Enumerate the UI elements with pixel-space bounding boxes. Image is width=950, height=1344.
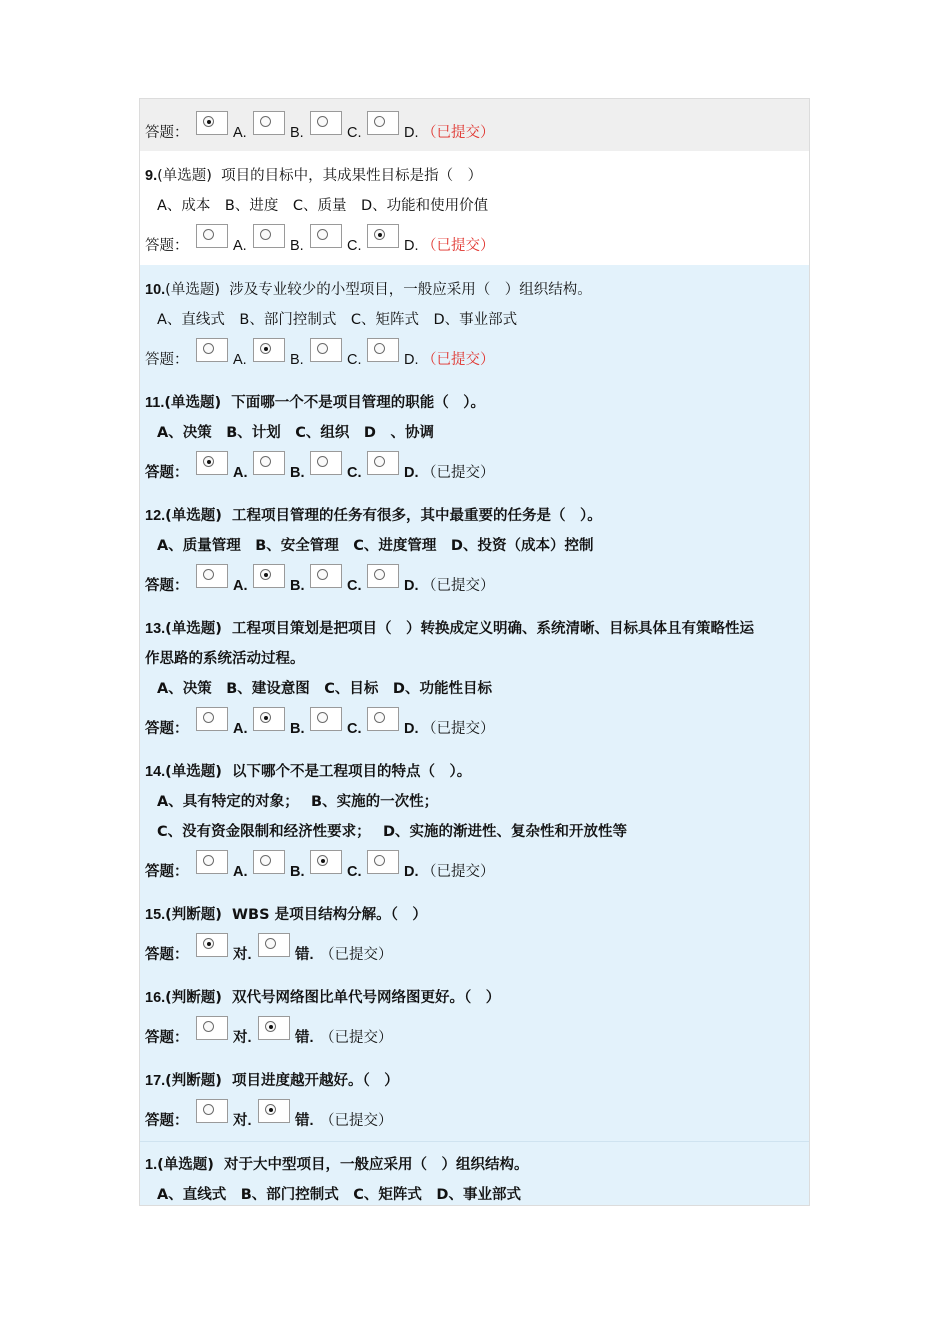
submitted-status: （已提交） — [422, 864, 495, 880]
option-label: A. — [233, 864, 248, 880]
radio-b[interactable] — [253, 338, 285, 362]
option-label: C. — [347, 238, 362, 254]
option-label: A. — [233, 125, 247, 141]
radio-d[interactable] — [367, 850, 399, 874]
submitted-status: （已提交） — [422, 352, 495, 368]
radio-true[interactable] — [196, 1099, 228, 1123]
answer-label: 答题： — [145, 465, 189, 481]
radio-c[interactable] — [310, 451, 342, 475]
radio-c[interactable] — [310, 707, 342, 731]
question-options: A、决策 B、计划 C、组织 D 、协调 — [157, 425, 434, 441]
radio-c[interactable] — [310, 338, 342, 362]
option-label: B. — [290, 864, 305, 880]
question-options: A、决策 B、建设意图 C、目标 D、功能性目标 — [157, 681, 492, 697]
radio-a[interactable] — [196, 850, 228, 874]
option-label: C. — [347, 864, 362, 880]
option-label: 错. — [295, 1030, 314, 1046]
radio-false[interactable] — [258, 1099, 290, 1123]
radio-b[interactable] — [253, 850, 285, 874]
option-label: C. — [347, 465, 362, 481]
question-title: 9.(单选题) 项目的目标中，其成果性目标是指（ ） — [145, 168, 483, 184]
question-title: 1.(单选题) 对于大中型项目，一般应采用（ ）组织结构。 — [145, 1157, 529, 1173]
question-1 — [140, 1142, 809, 1206]
question-9 — [140, 151, 809, 265]
option-label: A. — [233, 238, 247, 254]
radio-c[interactable] — [310, 564, 342, 588]
radio-false[interactable] — [258, 1016, 290, 1040]
radio-b[interactable] — [253, 111, 285, 135]
question-15 — [140, 890, 809, 973]
radio-c[interactable] — [310, 850, 342, 874]
radio-d[interactable] — [367, 564, 399, 588]
option-label: B. — [290, 125, 304, 141]
radio-d[interactable] — [367, 224, 399, 248]
option-label: D. — [404, 238, 419, 254]
radio-a[interactable] — [196, 338, 228, 362]
answer-label: 答题： — [145, 721, 189, 737]
question-options: A、具有特定的对象； B、实施的一次性； — [157, 794, 439, 810]
option-label: B. — [290, 721, 305, 737]
question-title: 10.(单选题) 涉及专业较少的小型项目，一般应采用（ ）组织结构。 — [145, 282, 592, 298]
option-label: D. — [404, 125, 419, 141]
quiz-panel — [139, 98, 810, 1206]
radio-d[interactable] — [367, 451, 399, 475]
option-label: B. — [290, 352, 304, 368]
submitted-status: （已提交） — [422, 465, 495, 481]
radio-a[interactable] — [196, 707, 228, 731]
option-label: D. — [404, 864, 419, 880]
radio-true[interactable] — [196, 933, 228, 957]
option-label: 对. — [233, 1113, 252, 1129]
question-options: A、质量管理 B、安全管理 C、进度管理 D、投资（成本）控制 — [157, 538, 594, 554]
option-label: A. — [233, 465, 248, 481]
radio-a[interactable] — [196, 564, 228, 588]
option-label: A. — [233, 352, 247, 368]
submitted-status: （已提交） — [320, 1113, 393, 1129]
question-title: 12.(单选题) 工程项目管理的任务有很多，其中最重要的任务是（ ）。 — [145, 508, 602, 524]
option-label: 对. — [233, 947, 252, 963]
question-title: 13.(单选题) 工程项目策划是把项目（ ）转换成定义明确、系统清晰、目标具体且有策略性运 — [145, 621, 755, 637]
answer-label: 答题： — [145, 125, 189, 141]
question-10 — [140, 265, 809, 378]
submitted-status: （已提交） — [422, 238, 495, 254]
radio-true[interactable] — [196, 1016, 228, 1040]
option-label: D. — [404, 465, 419, 481]
radio-b[interactable] — [253, 451, 285, 475]
option-label: A. — [233, 721, 248, 737]
option-label: 错. — [295, 947, 314, 963]
option-label: D. — [404, 721, 419, 737]
question-title: 11.(单选题) 下面哪一个不是项目管理的职能（ ）。 — [145, 395, 485, 411]
submitted-status: （已提交） — [422, 721, 495, 737]
radio-d[interactable] — [367, 707, 399, 731]
question-title: 15.(判断题) WBS 是项目结构分解。（ ） — [145, 907, 427, 923]
answer-row-previous — [140, 99, 809, 151]
option-label: A. — [233, 578, 248, 594]
submitted-status: （已提交） — [320, 1030, 393, 1046]
answer-label: 答题： — [145, 578, 189, 594]
radio-d[interactable] — [367, 338, 399, 362]
question-options: A、直线式 B、部门控制式 C、矩阵式 D、事业部式 — [157, 1187, 521, 1203]
question-title: 16.(判断题) 双代号网络图比单代号网络图更好。（ ） — [145, 990, 501, 1006]
option-label: D. — [404, 352, 419, 368]
option-label: C. — [347, 352, 362, 368]
answer-label: 答题： — [145, 1113, 189, 1129]
answer-label: 答题： — [145, 864, 189, 880]
answer-label: 答题： — [145, 1030, 189, 1046]
option-label: 对. — [233, 1030, 252, 1046]
radio-b[interactable] — [253, 564, 285, 588]
radio-c[interactable] — [310, 111, 342, 135]
option-label: C. — [347, 721, 362, 737]
option-label: 错. — [295, 1113, 314, 1129]
radio-a[interactable] — [196, 111, 228, 135]
answer-label: 答题： — [145, 352, 189, 368]
question-16 — [140, 973, 809, 1056]
question-title: 14.(单选题) 以下哪个不是工程项目的特点（ ）。 — [145, 764, 472, 780]
radio-d[interactable] — [367, 111, 399, 135]
submitted-status: （已提交） — [422, 125, 495, 141]
radio-b[interactable] — [253, 707, 285, 731]
question-12 — [140, 491, 809, 604]
option-label: C. — [347, 578, 362, 594]
question-11 — [140, 378, 809, 491]
question-options: A、直线式 B、部门控制式 C、矩阵式 D、事业部式 — [157, 312, 518, 328]
radio-c[interactable] — [310, 224, 342, 248]
question-title-continued: 作思路的系统活动过程。 — [145, 651, 305, 667]
question-17 — [140, 1056, 809, 1141]
question-13 — [140, 604, 809, 747]
submitted-status: （已提交） — [320, 947, 393, 963]
radio-a[interactable] — [196, 224, 228, 248]
option-label: B. — [290, 238, 304, 254]
option-label: B. — [290, 465, 305, 481]
radio-b[interactable] — [253, 224, 285, 248]
question-options-continued: C、没有资金限制和经济性要求； D、实施的渐进性、复杂性和开放性等 — [157, 824, 627, 840]
answer-label: 答题： — [145, 238, 189, 254]
radio-false[interactable] — [258, 933, 290, 957]
submitted-status: （已提交） — [422, 578, 495, 594]
option-label: B. — [290, 578, 305, 594]
question-options: A、成本 B、进度 C、质量 D、功能和使用价值 — [157, 198, 489, 214]
radio-a[interactable] — [196, 451, 228, 475]
answer-label: 答题： — [145, 947, 189, 963]
question-title: 17.(判断题) 项目进度越开越好。（ ） — [145, 1073, 399, 1089]
question-14 — [140, 747, 809, 890]
option-label: C. — [347, 125, 362, 141]
option-label: D. — [404, 578, 419, 594]
